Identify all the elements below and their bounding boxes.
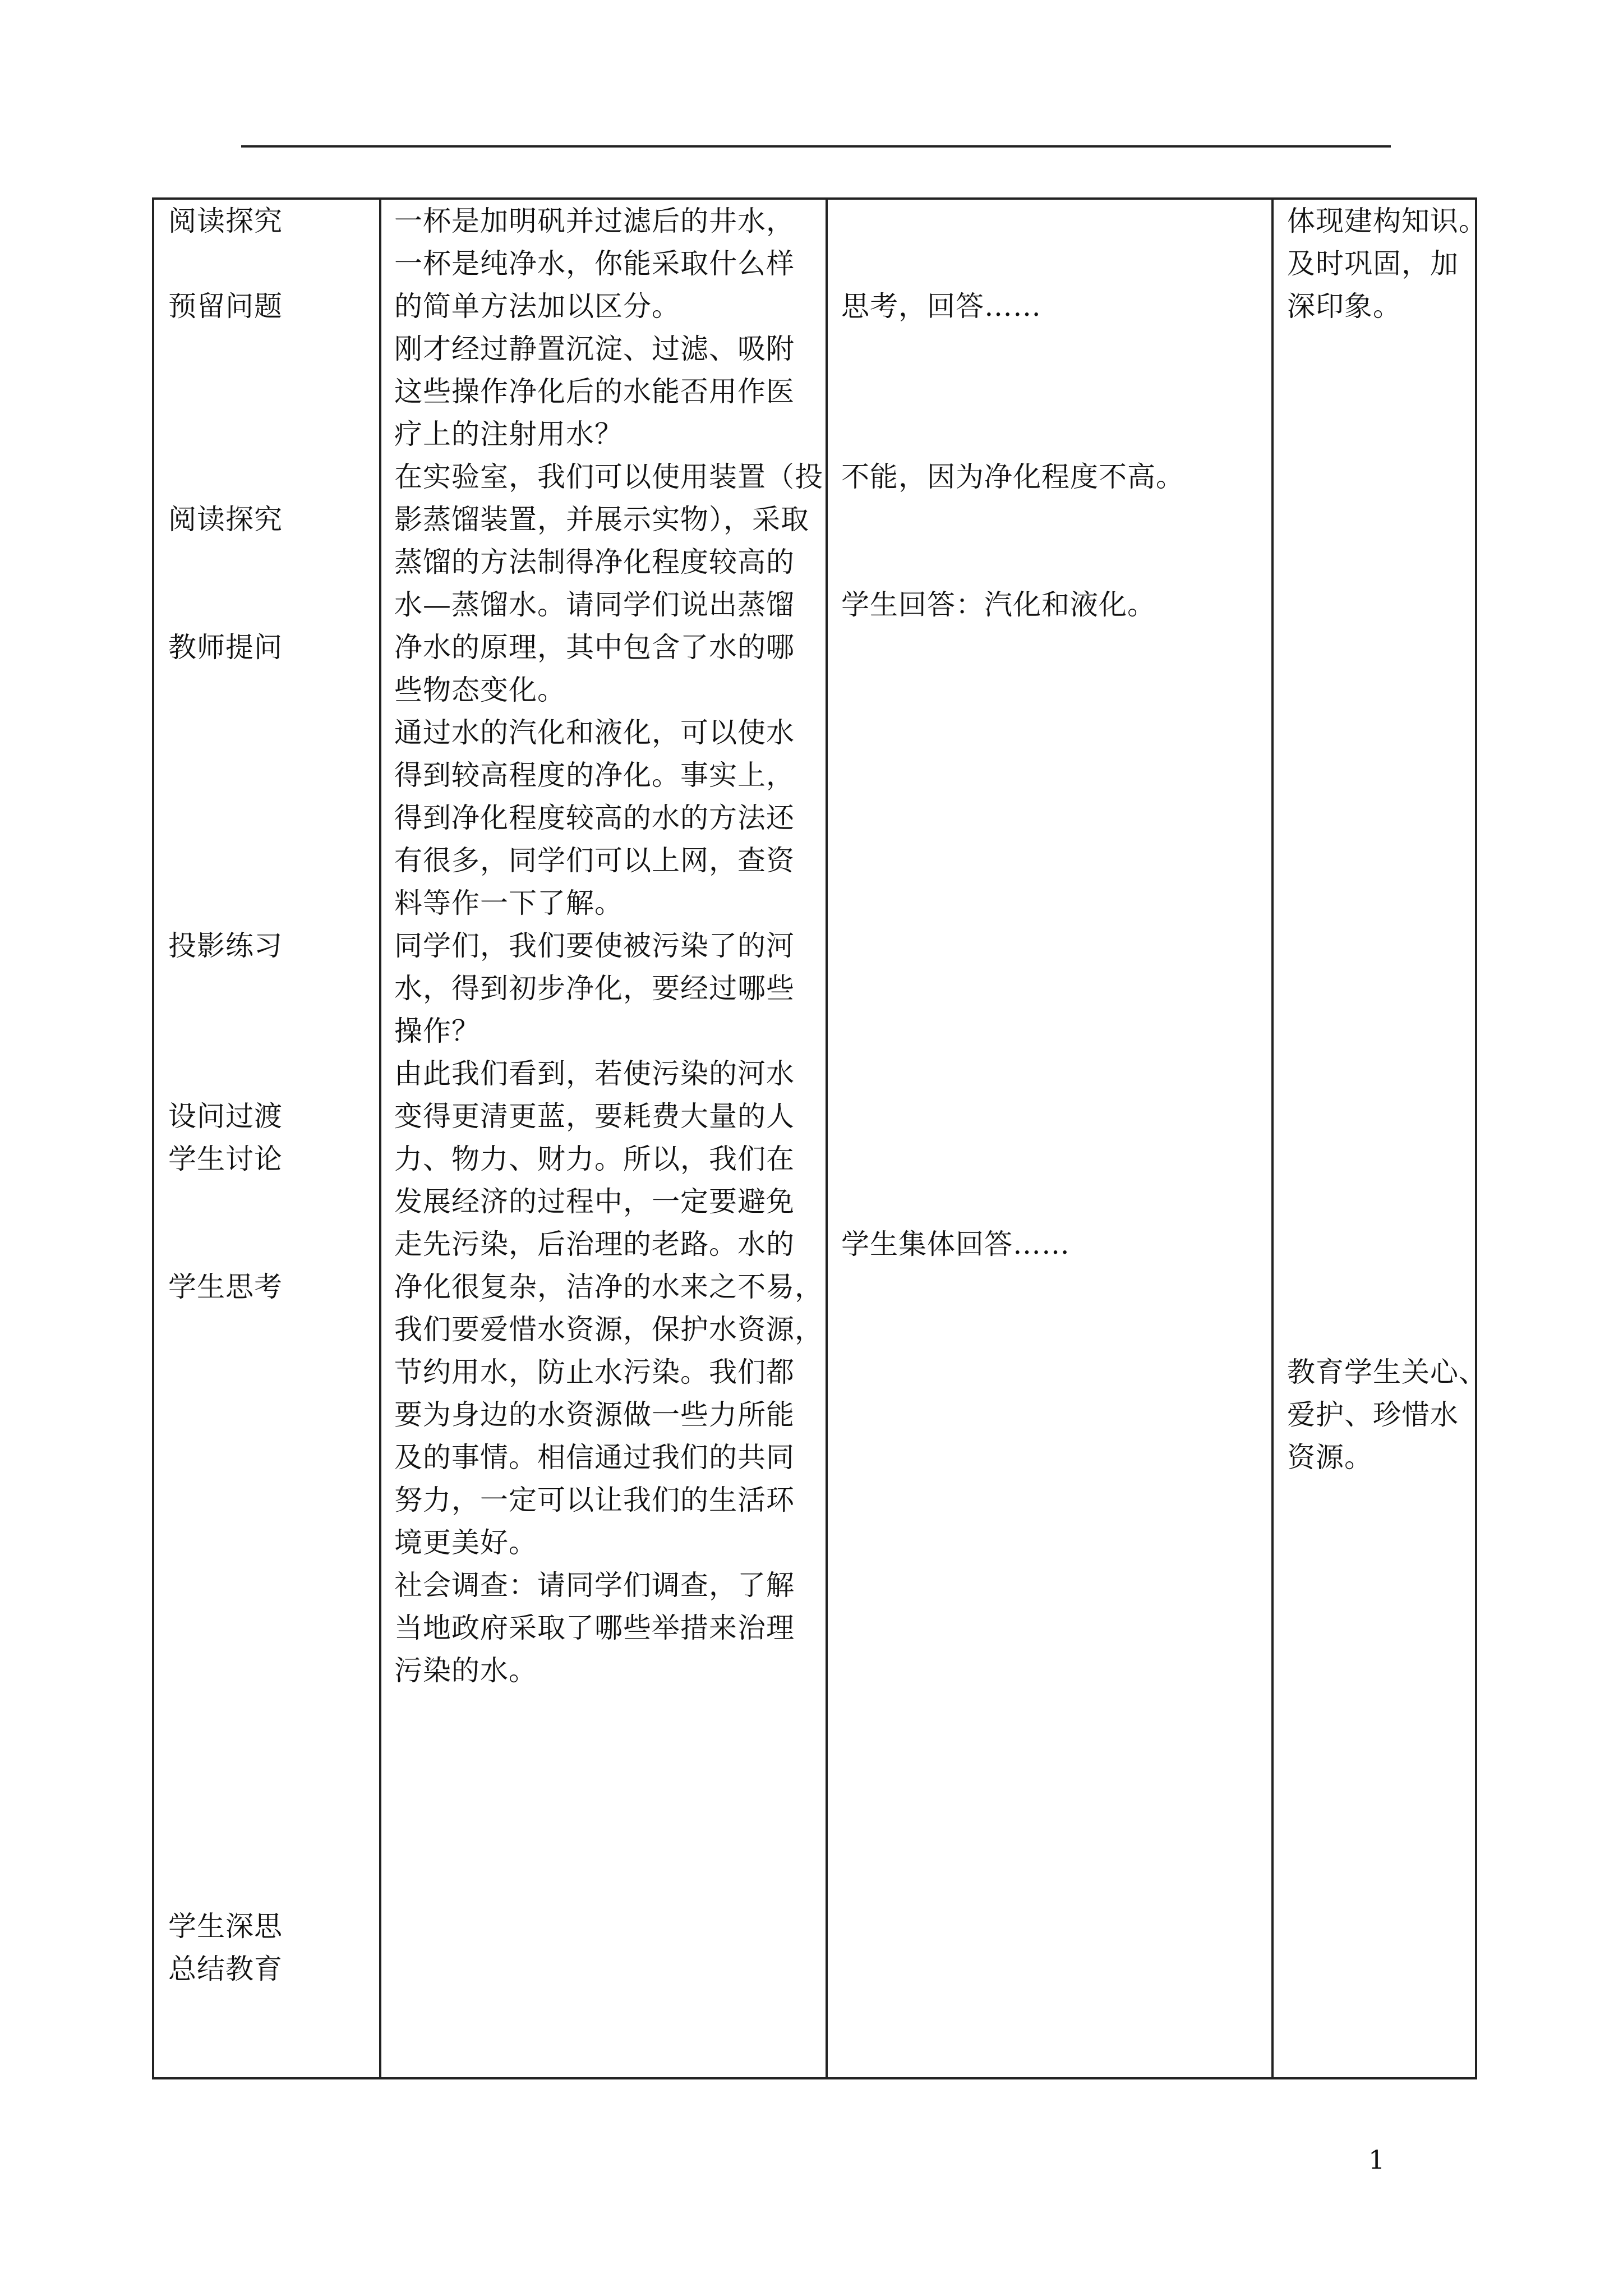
student-response: 学生集体回答…… — [841, 1228, 1070, 1260]
content-line: 一杯是加明矾并过滤后的井水， — [394, 205, 795, 237]
content-line: 些物态变化。 — [394, 674, 566, 706]
content-line: 净化很复杂，洁净的水来之不易， — [394, 1271, 823, 1303]
content-line: 料等作一下了解。 — [394, 887, 623, 919]
content-line: 境更美好。 — [394, 1526, 537, 1559]
content-line: 得到较高程度的净化。事实上， — [394, 759, 795, 792]
content-line: 影蒸馏装置，并展示实物），采取 — [394, 503, 809, 536]
content-line: 努力，一定可以让我们的生活环 — [394, 1484, 795, 1516]
content-line: 要为身边的水资源做一些力所能 — [394, 1398, 795, 1431]
content-line: 同学们，我们要使被污染了的河 — [394, 930, 795, 962]
content-line: 污染的水。 — [394, 1654, 537, 1687]
content-line: 由此我们看到，若使污染的河水 — [394, 1057, 795, 1090]
activity-label: 学生深思 — [168, 1910, 283, 1943]
activity-label: 学生讨论 — [168, 1143, 283, 1175]
activity-label: 设问过渡 — [168, 1100, 283, 1133]
activity-label: 投影练习 — [168, 930, 283, 962]
content-line: 这些操作净化后的水能否用作医 — [394, 375, 795, 408]
activity-label: 阅读探究 — [168, 205, 283, 237]
column-divider-3 — [1271, 197, 1274, 2079]
content-line: 得到净化程度较高的水的方法还 — [394, 802, 795, 834]
student-response: 不能，因为净化程度不高。 — [841, 461, 1184, 493]
content-line: 操作？ — [394, 1015, 480, 1047]
student-response: 学生回答：汽化和液化。 — [841, 588, 1156, 621]
activity-label: 阅读探究 — [168, 503, 283, 536]
content-line: 变得更清更蓝，要耗费大量的人 — [394, 1100, 795, 1133]
design-intent: 及时巩固，加 — [1287, 247, 1459, 280]
design-intent: 教育学生关心、 — [1287, 1356, 1487, 1388]
student-response: 思考，回答…… — [841, 290, 1041, 323]
activity-label: 预留问题 — [168, 290, 283, 323]
design-intent: 体现建构知识。 — [1287, 205, 1487, 237]
content-line: 及的事情。相信通过我们的共同 — [394, 1441, 795, 1474]
content-line: 节约用水，防止水污染。我们都 — [394, 1356, 795, 1388]
content-line: 水，得到初步净化，要经过哪些 — [394, 972, 795, 1005]
content-line: 发展经济的过程中，一定要避免 — [394, 1185, 795, 1218]
content-line: 疗上的注射用水？ — [394, 418, 623, 450]
content-line: 力、物力、财力。所以，我们在 — [394, 1143, 795, 1175]
content-line: 我们要爱惜水资源，保护水资源， — [394, 1313, 823, 1346]
content-line: 走先污染，后治理的老路。水的 — [394, 1228, 795, 1260]
content-line: 净水的原理，其中包含了水的哪 — [394, 631, 795, 664]
content-line: 刚才经过静置沉淀、过滤、吸附 — [394, 333, 795, 365]
activity-label: 教师提问 — [168, 631, 283, 664]
design-intent: 爱护、珍惜水 — [1287, 1398, 1459, 1431]
column-divider-1 — [379, 197, 381, 2079]
design-intent: 深印象。 — [1287, 290, 1401, 323]
design-intent: 资源。 — [1287, 1441, 1373, 1474]
activity-label: 总结教育 — [168, 1953, 283, 1985]
content-line: 水—蒸馏水。请同学们说出蒸馏 — [394, 588, 795, 621]
content-line: 的简单方法加以区分。 — [394, 290, 680, 323]
header-rule — [241, 145, 1391, 148]
content-line: 有很多，同学们可以上网，查资 — [394, 844, 795, 877]
content-line: 蒸馏的方法制得净化程度较高的 — [394, 546, 795, 578]
activity-label: 学生思考 — [168, 1271, 283, 1303]
page-number: 1 — [1368, 2145, 1385, 2175]
content-line: 在实验室，我们可以使用装置（投 — [394, 461, 823, 493]
content-line: 当地政府采取了哪些举措来治理 — [394, 1612, 795, 1644]
content-line: 社会调查：请同学们调查，了解 — [394, 1569, 795, 1602]
column-divider-2 — [826, 197, 828, 2079]
content-line: 通过水的汽化和液化，可以使水 — [394, 716, 795, 749]
content-line: 一杯是纯净水，你能采取什么样 — [394, 247, 795, 280]
